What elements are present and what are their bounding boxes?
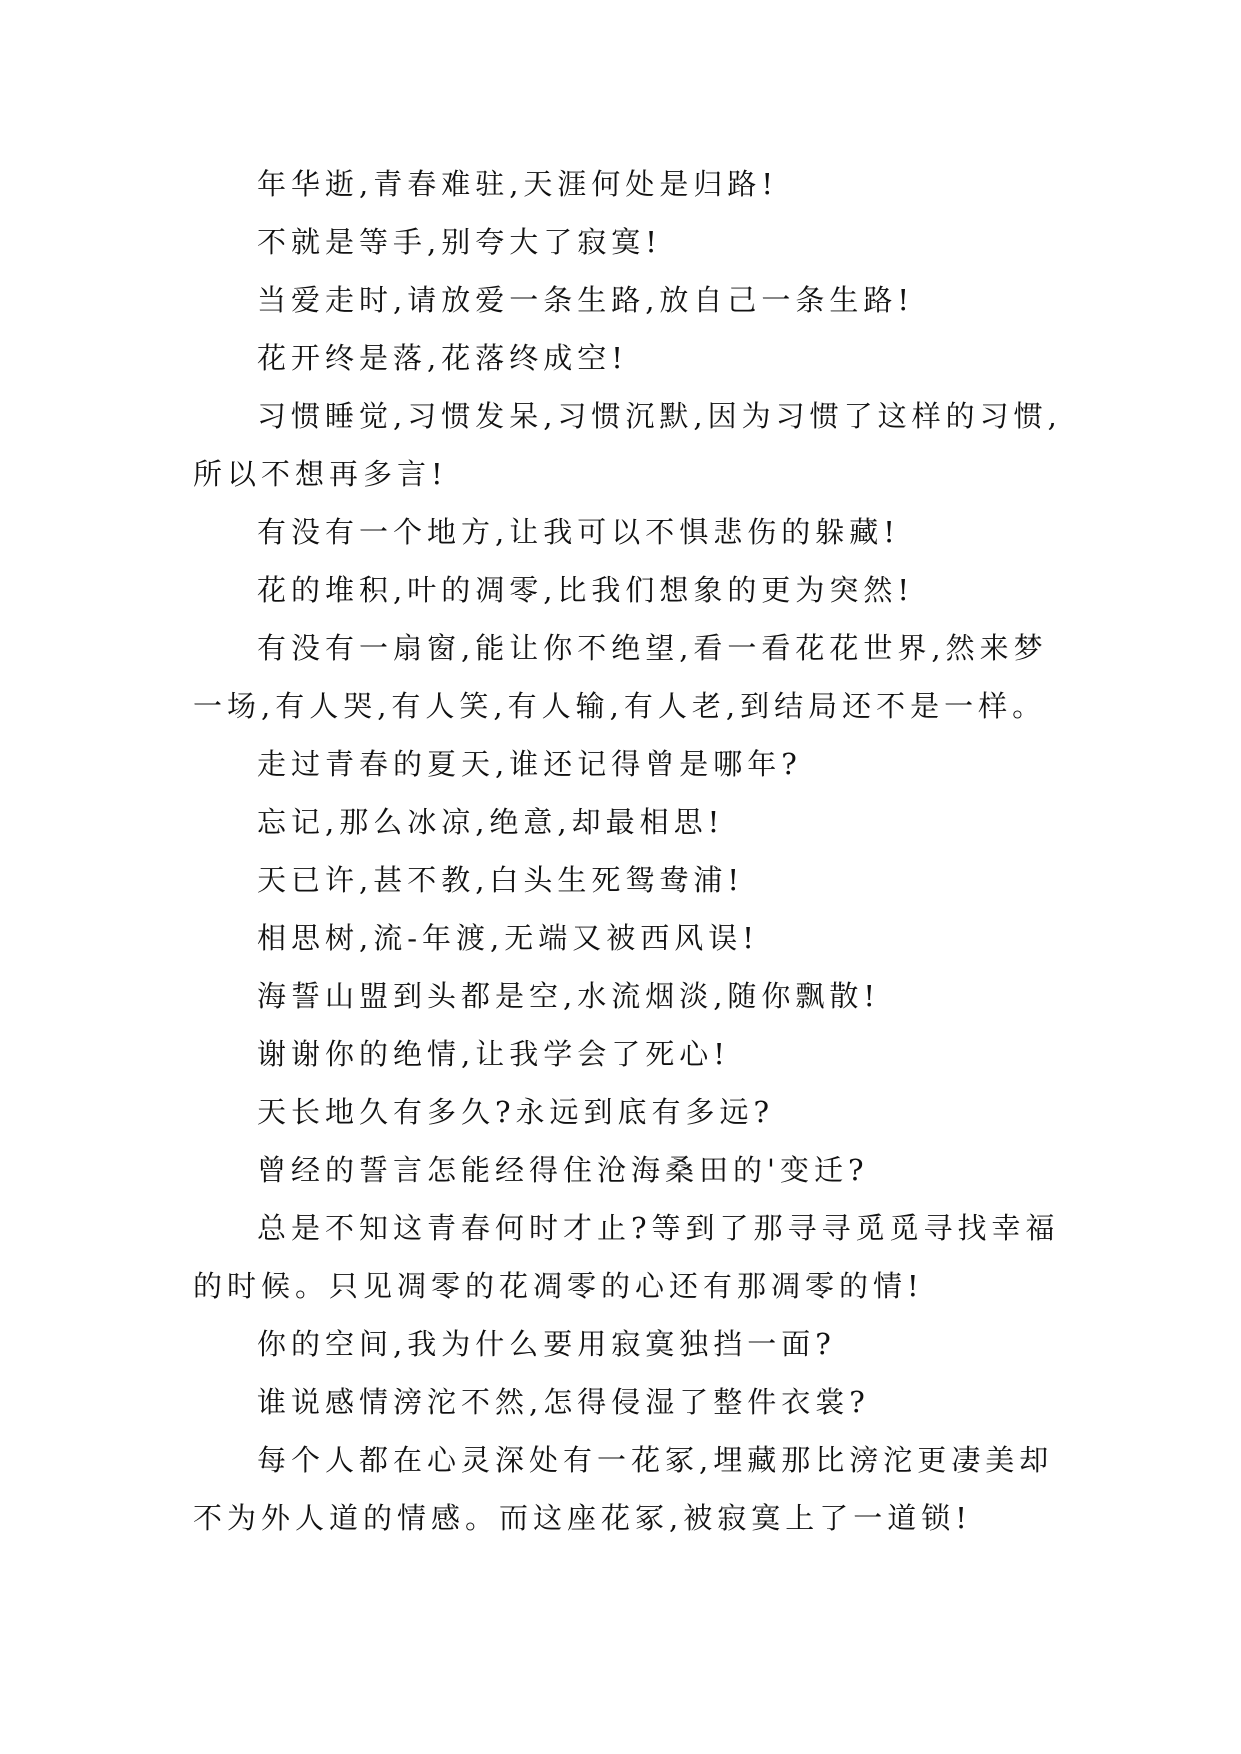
paragraph: 相思树,流-年渡,无端又被西风误! xyxy=(257,921,759,955)
paragraph: 习惯睡觉,习惯发呆,习惯沉默,因为习惯了这样的习惯,所以不想再多言! xyxy=(193,399,1062,491)
paragraph: 你的空间,我为什么要用寂寞独挡一面? xyxy=(257,1327,836,1361)
paragraph: 每个人都在心灵深处有一花冢,埋藏那比滂沱更凄美却不为外人道的情感。而这座花冢,被寂寞上了一道锁! xyxy=(193,1443,1054,1535)
paragraph: 花开终是落,花落终成空! xyxy=(257,341,628,375)
paragraph: 忘记,那么冰凉,绝意,却最相思! xyxy=(257,805,725,839)
paragraph: 总是不知这青春何时才止?等到了那寻寻觅觅寻找幸福的时候。只见凋零的花凋零的心还有那凋零的情! xyxy=(193,1211,1060,1303)
paragraph: 天已许,甚不教,白头生死鸳鸯浦! xyxy=(257,863,745,897)
paragraph: 谢谢你的绝情,让我学会了死心! xyxy=(257,1037,730,1071)
paragraph: 曾经的誓言怎能经得住沧海桑田的'变迁? xyxy=(257,1153,869,1187)
paragraph: 谁说感情滂沱不然,怎得侵湿了整件衣裳? xyxy=(257,1385,870,1419)
paragraph: 海誓山盟到头都是空,水流烟淡,随你飘散! xyxy=(257,979,881,1013)
paragraph: 花的堆积,叶的凋零,比我们想象的更为突然! xyxy=(257,573,915,607)
paragraph: 年华逝,青春难驻,天涯何处是归路! xyxy=(257,167,779,201)
paragraph: 走过青春的夏天,谁还记得曾是哪年? xyxy=(257,747,802,781)
paragraph: 有没有一扇窗,能让你不绝望,看一看花花世界,然来梦一场,有人哭,有人笑,有人输,有人老,到结局还不是一样。 xyxy=(193,631,1048,723)
paragraph: 天长地久有多久?永远到底有多远? xyxy=(257,1095,775,1129)
paragraph: 有没有一个地方,让我可以不惧悲伤的躲藏! xyxy=(257,515,900,549)
document-body xyxy=(193,155,1065,1547)
paragraph: 当爱走时,请放爱一条生路,放自己一条生路! xyxy=(257,283,915,317)
paragraph: 不就是等手,别夸大了寂寞! xyxy=(257,225,662,259)
